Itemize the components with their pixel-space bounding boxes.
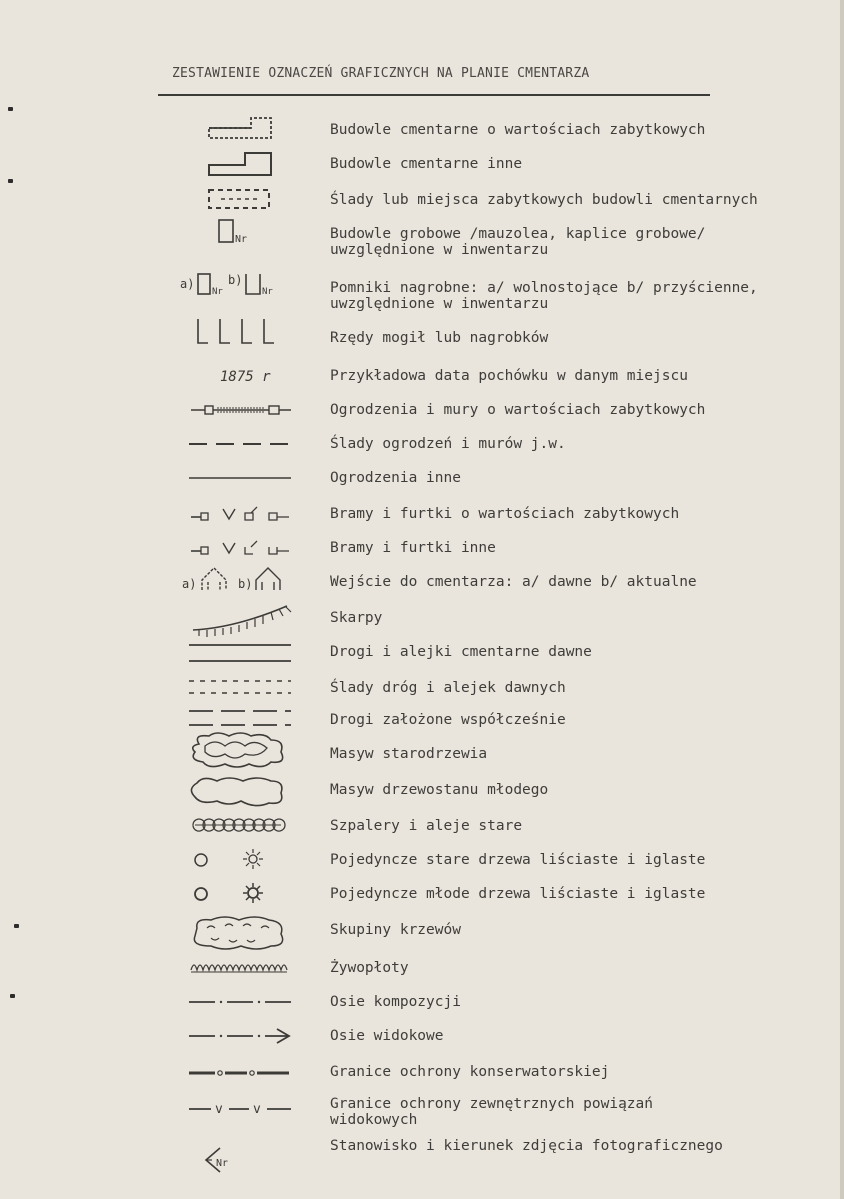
legend-label: Drogi założone współcześnie	[330, 712, 566, 728]
legend-label: Skupiny krzewów	[330, 922, 461, 938]
legend-label: Ślady ogrodzeń i murów j.w.	[330, 436, 566, 452]
entrance-b-tag: b)	[238, 577, 253, 591]
legend-label: Szpalery i aleje stare	[330, 818, 523, 834]
slope-icon	[180, 600, 300, 640]
legend-label: Wejście do cmentarza: a/ dawne b/ aktualne	[330, 574, 697, 590]
monument-b-tag: b)	[228, 273, 243, 287]
view-axis-icon	[180, 1022, 300, 1048]
page-title: ZESTAWIENIE OZNACZEŃ GRAFICZNYCH NA PLANIE CMENTARZA	[172, 66, 590, 81]
historic-fence-icon	[180, 398, 300, 422]
legend-label: Pojedyncze młode drzewa liściaste i iglaste	[330, 886, 706, 902]
photo-point-icon	[190, 1144, 310, 1174]
modern-roads-icon	[180, 706, 300, 732]
legend-label: Pojedyncze stare drzewa liściaste i iglaste	[330, 852, 706, 868]
old-single-trees-icon	[180, 846, 300, 872]
legend-label: Masyw starodrzewia	[330, 746, 488, 762]
photo-nr-tag: Nr	[216, 1158, 229, 1169]
legend-label: Pomniki nagrobne: a/ wolnostojące b/ przyścienne, uwzględnione w inwentarzu	[330, 280, 758, 312]
view-boundary-mark: v	[253, 1102, 261, 1117]
old-trees-mass-icon	[180, 730, 300, 770]
old-avenue-icon	[180, 812, 300, 838]
punch-hole	[8, 107, 13, 111]
building-traces-icon	[180, 184, 300, 214]
hedge-icon	[180, 954, 300, 980]
page-edge	[840, 0, 844, 1199]
view-boundary-mark: v	[215, 1102, 223, 1117]
road-traces-icon	[180, 674, 300, 700]
legend-label: Ślady dróg i alejek dawnych	[330, 680, 566, 696]
composition-axis-icon	[180, 988, 300, 1014]
legend-label: Stanowisko i kierunek zdjęcia fotograficznego	[330, 1138, 723, 1154]
tomb-nr-tag: Nr	[235, 234, 248, 245]
grave-rows-icon	[180, 316, 300, 348]
entrance-a-tag: a)	[182, 577, 197, 591]
legend-label: Osie kompozycji	[330, 994, 461, 1010]
tomb-building-icon	[180, 218, 300, 248]
burial-date-icon	[180, 364, 300, 388]
other-building-icon	[180, 148, 300, 178]
legend-label: Ślady lub miejsca zabytkowych budowli cmentarnych	[330, 192, 758, 208]
burial-date-value: 1875 r	[220, 369, 271, 385]
legend-label: Osie widokowe	[330, 1028, 444, 1044]
legend-label: Granice ochrony zewnętrznych powiązań widokowych	[330, 1096, 654, 1128]
legend-label: Masyw drzewostanu młodego	[330, 782, 549, 798]
legend-label: Skarpy	[330, 610, 383, 626]
view-boundary-icon	[180, 1094, 300, 1122]
fence-traces-icon	[180, 432, 300, 456]
old-roads-icon	[180, 640, 300, 666]
young-trees-mass-icon	[180, 772, 300, 808]
legend-label: Drogi i alejki cmentarne dawne	[330, 644, 592, 660]
conservation-boundary-icon	[180, 1058, 300, 1084]
historic-gates-icon	[180, 502, 300, 526]
monument-a-tag: a)	[180, 277, 195, 291]
legend-label: Bramy i furtki o wartościach zabytkowych	[330, 506, 680, 522]
historic-building-icon	[180, 112, 300, 142]
monument-nr-tag: Nr	[212, 287, 223, 297]
punch-hole	[14, 924, 19, 928]
entrance-icon	[180, 562, 300, 596]
legend-label: Ogrodzenia inne	[330, 470, 461, 486]
legend-label: Budowle cmentarne inne	[330, 156, 523, 172]
legend-label: Budowle grobowe /mauzolea, kaplice grobowe/ uwzględnione w inwentarzu	[330, 226, 706, 258]
legend-label: Żywopłoty	[330, 960, 409, 976]
other-gates-icon	[180, 536, 300, 560]
legend-label: Granice ochrony konserwatorskiej	[330, 1064, 610, 1080]
shrubs-icon	[180, 914, 300, 954]
legend-label: Bramy i furtki inne	[330, 540, 496, 556]
legend-label: Przykładowa data pochówku w danym miejscu	[330, 368, 688, 384]
young-single-trees-icon	[180, 880, 300, 906]
other-fence-icon	[180, 466, 300, 490]
legend-label: Ogrodzenia i mury o wartościach zabytkowych	[330, 402, 706, 418]
punch-hole	[10, 994, 15, 998]
legend-label: Budowle cmentarne o wartościach zabytkowych	[330, 122, 706, 138]
punch-hole	[8, 179, 13, 183]
title-underline	[158, 94, 710, 96]
monument-nr-tag: Nr	[262, 287, 273, 297]
legend-label: Rzędy mogił lub nagrobków	[330, 330, 549, 346]
monument-icon	[180, 270, 300, 300]
